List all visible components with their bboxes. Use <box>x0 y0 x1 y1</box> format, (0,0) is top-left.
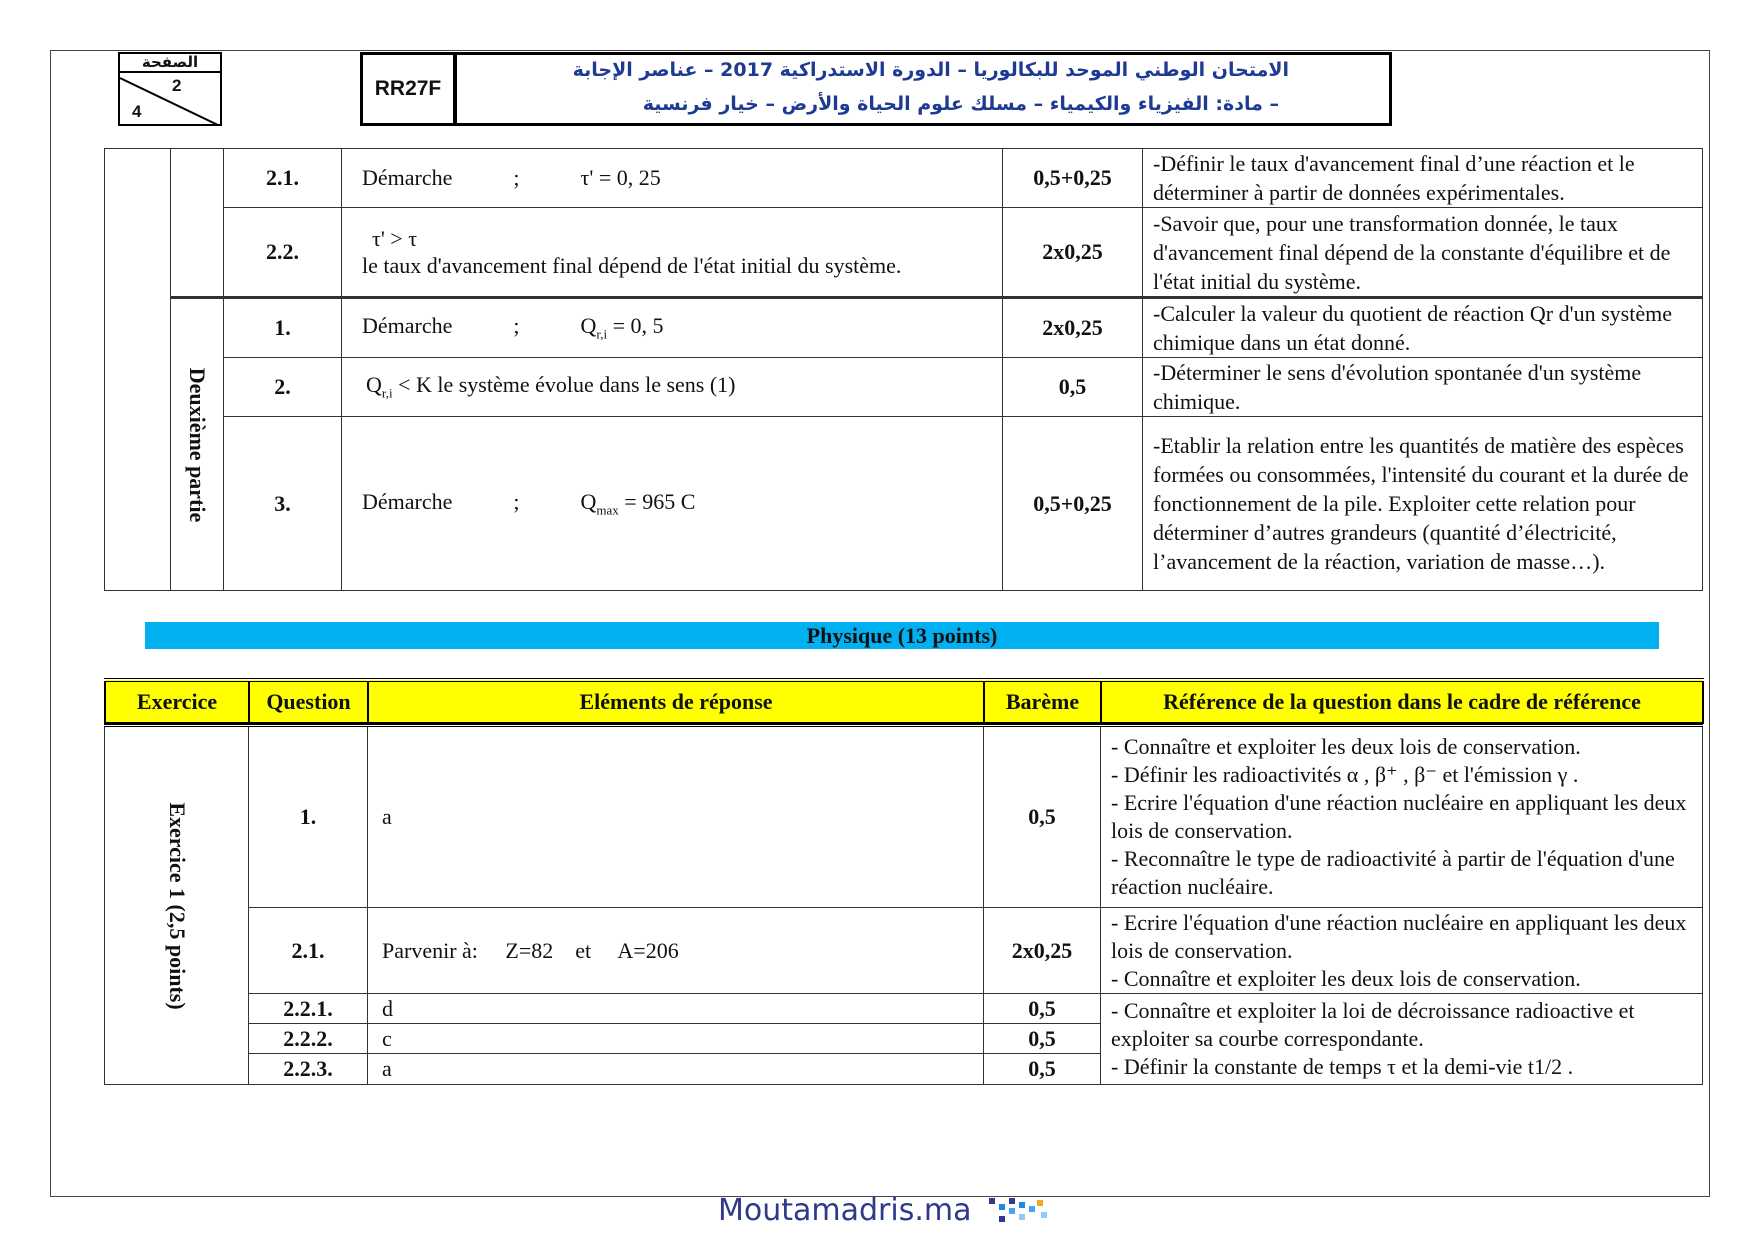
column-header-exercice: Exercice <box>105 680 249 723</box>
header-row <box>105 680 1703 723</box>
reference-line: - Connaître et exploiter les deux lois de conservation. <box>1111 965 1581 991</box>
reference-cell: -Déterminer le sens d'évolution spontanée d'un système chimique. <box>1143 358 1703 417</box>
question-number: 2.2.1. <box>249 994 368 1024</box>
bareme-cell: 0,5+0,25 <box>1003 417 1143 591</box>
table-row <box>105 417 1703 591</box>
answer-cell: Parvenir à: Z=82 et A=206 <box>368 908 984 994</box>
answer-text: Démarche <box>362 488 453 514</box>
answer-cell <box>342 149 1003 208</box>
table-row <box>105 208 1703 298</box>
exam-code: RR27F <box>360 52 456 126</box>
exercise-label: Exercice 1 (2,5 points) <box>164 801 190 1010</box>
physics-section-title: Physique (13 points) <box>145 622 1659 649</box>
reference-line: - Connaître et exploiter les deux lois de conservation. <box>1111 734 1581 759</box>
reference-line: - Reconnaître le type de radioactivité à partir de l'équation d'une réaction nucléaire. <box>1111 846 1675 899</box>
column-header-elements: Eléments de réponse <box>368 680 984 723</box>
table-row <box>105 298 1703 358</box>
chemistry-answer-table <box>104 148 1703 591</box>
table-row <box>105 149 1703 208</box>
table-row <box>105 726 1703 908</box>
column-header-bareme: Barème <box>984 680 1101 723</box>
reference-cell: -Savoir que, pour une transformation donnée, le taux d'avancement final dépend de la constante d'équilibre et de l'état initial du système. <box>1143 208 1703 298</box>
question-number: 2.2.2. <box>249 1024 368 1054</box>
table-row <box>105 358 1703 417</box>
column-header-question: Question <box>249 680 368 723</box>
answer-symbol: Q <box>366 372 382 398</box>
answer-cell: c <box>368 1024 984 1054</box>
reference-line: - Ecrire l'équation d'une réaction nucléaire en appliquant les deux lois de conservation. <box>1111 909 1687 963</box>
answer-subscript: r,i <box>596 326 608 342</box>
reference-line: - Connaître et exploiter la loi de décroissance radioactive et exploiter sa courbe correspondante. <box>1111 998 1635 1051</box>
exam-title-box <box>454 52 1392 126</box>
exercise-label-cell <box>105 726 249 1085</box>
answer-cell <box>342 417 1003 591</box>
bareme-cell: 0,5 <box>1003 358 1143 417</box>
bareme-cell: 2x0,25 <box>1003 298 1143 358</box>
answer-subscript: r,i <box>381 385 393 401</box>
physics-answer-table <box>104 724 1703 1085</box>
answer-cell: d <box>368 994 984 1024</box>
exam-title-line2: – مادة: الفيزياء والكيمياء – مسلك علوم الحياة والأرض – خيار فرنسية <box>642 93 1279 115</box>
site-logo <box>718 1193 1055 1230</box>
reference-line: - Définir les radioactivités α , β⁺ , β⁻ et l'émission γ . <box>1111 762 1579 787</box>
page-number: 2 <box>172 76 182 95</box>
blank-cell <box>171 149 224 298</box>
question-number: 2.1. <box>224 149 342 208</box>
reference-cell <box>1101 994 1703 1085</box>
answer-separator: ; <box>513 313 520 339</box>
answer-text: Démarche <box>362 165 453 190</box>
reference-cell: -Définir le taux d'avancement final d’une réaction et le déterminer à partir de données expérimentales. <box>1143 149 1703 208</box>
question-number: 1. <box>249 726 368 908</box>
bareme-cell: 0,5 <box>984 1024 1101 1054</box>
column-header-reference: Référence de la question dans le cadre de référence <box>1101 680 1703 723</box>
answer-symbol: Q <box>580 488 597 514</box>
bareme-cell: 0,5 <box>984 1054 1101 1085</box>
page-number-box <box>118 52 222 126</box>
answer-cell <box>342 208 1003 298</box>
table-row <box>105 994 1703 1024</box>
logo-text: Moutamadris.ma <box>718 1193 972 1228</box>
section-label-cell <box>171 298 224 591</box>
pixel-logo-icon <box>985 1194 1055 1230</box>
answer-cell: a <box>368 1054 984 1085</box>
table-row <box>105 908 1703 994</box>
answer-cell: a <box>368 726 984 908</box>
blank-cell <box>105 149 171 591</box>
bareme-cell: 0,5+0,25 <box>1003 149 1143 208</box>
answer-value: = 965 C <box>618 488 696 514</box>
reference-line: - Définir la constante de temps τ et la demi-vie t1/2 . <box>1111 1054 1574 1079</box>
question-number: 2.2.3. <box>249 1054 368 1085</box>
answer-value: = 0, 5 <box>607 313 664 339</box>
physics-table-header <box>104 678 1704 724</box>
answer-cell <box>342 358 1003 417</box>
bareme-cell: 0,5 <box>984 994 1101 1024</box>
question-number: 2.2. <box>224 208 342 298</box>
reference-cell <box>1101 726 1703 908</box>
answer-separator: ; <box>513 165 520 190</box>
reference-cell <box>1101 908 1703 994</box>
answer-cell <box>342 298 1003 358</box>
answer-value: < K le système évolue dans le sens (1) <box>392 372 736 398</box>
answer-subscript: max <box>596 502 619 518</box>
reference-line: - Ecrire l'équation d'une réaction nucléaire en appliquant les deux lois de conservation. <box>1111 790 1687 843</box>
exam-title-line1: الامتحان الوطني الموحد للبكالوريا – الدورة الاستدراكية 2017 – عناصر الإجابة <box>572 59 1289 81</box>
page-total: 4 <box>132 102 142 121</box>
answer-value: τ' > τ <box>372 226 418 251</box>
section-label: Deuxième partie <box>185 367 210 522</box>
bareme-cell: 0,5 <box>984 726 1101 908</box>
reference-cell: -Etablir la relation entre les quantités de matière des espèces formées ou consommées, l'intensité du courant et la durée de fonctionnement de la pile. Exploiter cette relation pour déterminer d’autres grandeurs (quantité d’électricité, l’avancement de la réaction, variation de masse…). <box>1143 417 1703 591</box>
answer-symbol: Q <box>580 313 597 339</box>
answer-separator: ; <box>513 488 520 514</box>
answer-value: τ' = 0, 25 <box>580 165 661 190</box>
bareme-cell: 2x0,25 <box>1003 208 1143 298</box>
answer-text: le taux d'avancement final dépend de l'état initial du système. <box>362 253 902 278</box>
question-number: 2.1. <box>249 908 368 994</box>
reference-cell: -Calculer la valeur du quotient de réaction Qr d'un système chimique dans un état donné. <box>1143 298 1703 358</box>
question-number: 3. <box>224 417 342 591</box>
page-word: الصفحة <box>141 53 199 71</box>
question-number: 1. <box>224 298 342 358</box>
question-number: 2. <box>224 358 342 417</box>
answer-text: Démarche <box>362 313 453 339</box>
bareme-cell: 2x0,25 <box>984 908 1101 994</box>
